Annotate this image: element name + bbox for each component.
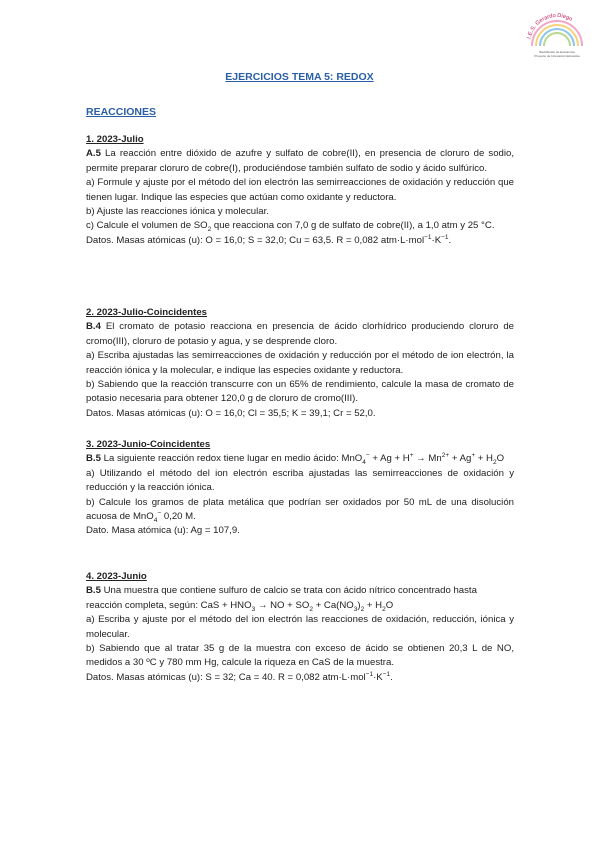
exercise-4 <box>86 570 514 685</box>
exercise-2 <box>86 306 514 421</box>
school-logo <box>520 6 594 60</box>
exercise-statement: B.4 El cromato de potasio reacciona en presencia de ácido clorhídrico produciendo cloruro de cromo(III), cloruro de potasio y agua, y se desprende cloro. <box>86 321 514 347</box>
part-c: c) Calcule el volumen de $SO_2$ que reacciona con 7,0 g de sulfato de cobre(II), a 1,0 atm y 25 °C. <box>86 220 495 234</box>
exercise-data: Datos. Masas atómicas (u): S = 32; Ca = 40. R = 0,082 $atm\cdot L\cdot mol^{-1}\cdot K^{-1}$. <box>86 670 393 683</box>
exercise-heading: 2. 2023-Julio-Coincidentes <box>86 307 208 318</box>
part-a: a) Escriba y ajuste por el método del ion electrón las reacciones de oxidación, reducción, iónica y molecular. <box>86 614 514 640</box>
question-code: A.5 <box>86 148 101 160</box>
exercise-1 <box>86 133 514 248</box>
exercise-statement: B.5 La siguiente reacción redox tiene lugar en medio ácido: $MnO_4^- + Ag + H^+ \to Mn^{2+} + Ag^+ + H_2O$ <box>86 452 505 467</box>
exercise-heading: 4. 2023-Junio <box>86 571 147 582</box>
exercise-heading: 3. 2023-Junio-Coincidentes <box>86 439 211 450</box>
section-heading: REACCIONES <box>86 106 157 118</box>
part-b: b) Calcule los gramos de plata metálica que podrían ser oxidados por 50 mL de una disolución acuosa de MnO$_4$− 0,20 M. <box>86 496 514 524</box>
part-b: b) Sabiendo que al tratar 35 g de la muestra con exceso de ácido se obtienen 20,3 L de NO, medidos a 30 ºC y 780 mm Hg, calcule la riqueza en CaS de la muestra. <box>86 643 514 669</box>
exercise-heading: 1. 2023-Julio <box>86 134 144 145</box>
exercise-data: Datos. Masas atómicas (u): O = 16,0; Cl = 35,5; K = 39,1; Cr = 52,0. <box>86 407 376 419</box>
exercise-statement: A.5 La reacción entre dióxido de azufre y sulfato de cobre(II), en presencia de cloruro de sodio, permite preparar cloruro de cobre(I), produciéndose también sulfato de sodio y ácido sulfúrico. <box>86 148 514 174</box>
question-code: B.5 <box>86 453 101 465</box>
part-a: a) Formule y ajuste por el método del ion electrón las semirreacciones de oxidación y reducción que tienen lugar. Indique las especies que actúan como oxidante y reductora. <box>86 177 514 203</box>
part-b: b) Ajuste las reacciones iónica y molecular. <box>86 206 269 218</box>
exercise-statement: B.5 Una muestra que contiene sulfuro de calcio se trata con ácido nítrico concentrado hasta reacción completa, según: CaS + $HNO_3$ → NO + $SO_2 + Ca(NO_3)_2 + H_2O$ <box>86 585 477 613</box>
question-code: B.5 <box>86 585 101 597</box>
exercise-3 <box>86 438 514 539</box>
logo-subline-2: Proyecto de Innovación Educativa <box>534 54 580 58</box>
question-code: B.4 <box>86 321 101 333</box>
logo-arc-text: I.E.S. Gerardo Diego <box>526 12 574 40</box>
document-title: EJERCICIOS TEMA 5: REDOX <box>225 71 374 83</box>
logo-subline-1: Bachillerato de Excelencia <box>539 50 575 54</box>
part-a: a) Utilizando el método del ion electrón escriba ajustadas las semirreacciones de oxidación y reducción y la reacción iónica. <box>86 467 514 494</box>
exercise-data: Dato. Masa atómica (u): Ag = 107,9. <box>86 525 240 537</box>
part-a: a) Escriba ajustadas las semirreacciones de oxidación y reducción por el método de ion electrón, la reacción iónica y la molecular, e indique las especies oxidante y reductora. <box>86 350 514 376</box>
part-b: b) Sabiendo que la reacción transcurre con un 65% de rendimiento, calcule la masa de cromato de potasio necesaria para obtener 120,0 g de cloruro de cromo(III). <box>86 379 514 405</box>
exercise-data: Datos. Masas atómicas (u): O = 16,0; S = 32,0; Cu = 63,5. R = 0,082 $atm\cdot L\cdot mol^{-1}\cdot K^{-1}$. <box>86 233 452 246</box>
